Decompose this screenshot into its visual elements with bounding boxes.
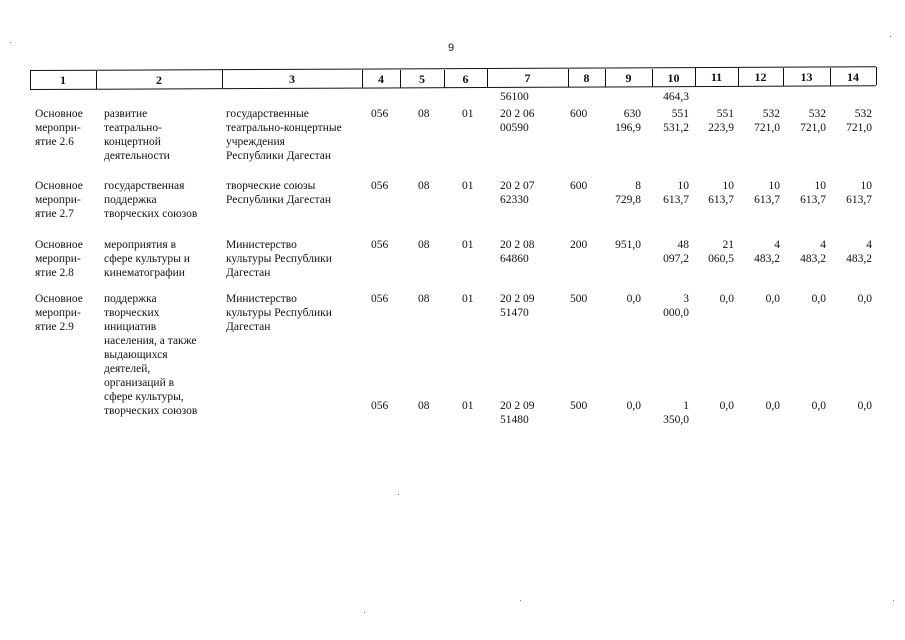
cell-c11: 10 613,7 bbox=[708, 180, 734, 206]
cell-c5: 08 bbox=[418, 108, 430, 120]
cell-c6: 01 bbox=[462, 400, 474, 412]
header-col-14: 14 bbox=[847, 69, 859, 84]
cell-c3: Министерство культуры Республики Дагестан bbox=[226, 293, 332, 333]
header-col-13: 13 bbox=[800, 69, 813, 84]
cell-c4: 056 bbox=[371, 239, 389, 251]
cell-c2: поддержка творческих инициатив населения, а также выдающихся деятелей, организаций в сфере культуры, творческих союзов bbox=[104, 293, 198, 417]
cell-c10: 1 350,0 bbox=[663, 400, 689, 426]
cell-c11: 0,0 bbox=[719, 400, 734, 412]
cell-c5: 08 bbox=[418, 239, 430, 251]
cell-c9: 0,0 bbox=[626, 400, 641, 412]
cell-c12: 10 613,7 bbox=[754, 180, 780, 206]
carryover-col10: 464,3 bbox=[663, 91, 689, 103]
cell-c4: 056 bbox=[371, 180, 389, 192]
cell-c8: 500 bbox=[570, 400, 588, 412]
cell-c13: 0,0 bbox=[811, 293, 826, 305]
cell-c13: 532 721,0 bbox=[800, 108, 826, 134]
cell-c6: 01 bbox=[462, 239, 474, 251]
header-col-5: 5 bbox=[419, 71, 425, 86]
header-col-8: 8 bbox=[583, 71, 590, 86]
cell-c2: развитие театрально- концертной деятельности bbox=[104, 108, 170, 162]
cell-c8: 200 bbox=[570, 239, 588, 251]
cell-c7: 20 2 07 62330 bbox=[500, 180, 535, 206]
cell-c13: 0,0 bbox=[811, 400, 826, 412]
cell-c8: 500 bbox=[570, 293, 588, 305]
header-col-1: 1 bbox=[60, 73, 66, 87]
cell-c4: 056 bbox=[371, 293, 389, 305]
header-col-9: 9 bbox=[625, 70, 632, 85]
cell-c10: 10 613,7 bbox=[663, 180, 689, 206]
page-number: 9 bbox=[448, 42, 455, 54]
cell-c14: 0,0 bbox=[857, 400, 872, 412]
header-col-10: 10 bbox=[667, 70, 680, 85]
cell-c5: 08 bbox=[418, 293, 430, 305]
cell-c10: 551 531,2 bbox=[663, 108, 689, 134]
cell-c10: 48 097,2 bbox=[663, 239, 689, 265]
scan-speck bbox=[520, 600, 521, 601]
cell-c12: 0,0 bbox=[765, 400, 780, 412]
cell-c7: 20 2 08 64860 bbox=[500, 239, 535, 265]
cell-c14: 0,0 bbox=[857, 293, 872, 305]
scan-speck bbox=[890, 36, 891, 37]
cell-c7: 20 2 09 51470 bbox=[500, 293, 535, 319]
header-col-2: 2 bbox=[156, 72, 162, 87]
cell-c11: 21 060,5 bbox=[708, 239, 734, 265]
cell-c1: Основное меропри- ятие 2.9 bbox=[35, 293, 83, 333]
cell-c3: Министерство культуры Республики Дагестан bbox=[226, 239, 332, 279]
carryover-col7: 56100 bbox=[500, 91, 529, 103]
cell-c14: 532 721,0 bbox=[846, 108, 872, 134]
cell-c1: Основное меропри- ятие 2.8 bbox=[35, 239, 83, 279]
scan-speck bbox=[893, 600, 894, 601]
cell-c9: 951,0 bbox=[615, 239, 641, 251]
scan-speck bbox=[364, 612, 365, 613]
cell-c2: мероприятия в сфере культуры и кинематографии bbox=[104, 239, 190, 279]
cell-c7: 20 2 06 00590 bbox=[500, 108, 535, 134]
header-col-12: 12 bbox=[754, 70, 767, 85]
cell-c9: 0,0 bbox=[626, 293, 641, 305]
header-divider bbox=[876, 67, 877, 85]
header-col-7: 7 bbox=[524, 71, 531, 86]
header-col-11: 11 bbox=[710, 70, 723, 85]
cell-c8: 600 bbox=[570, 180, 588, 192]
header-col-4: 4 bbox=[378, 72, 384, 87]
header-col-6: 6 bbox=[462, 71, 469, 86]
header-col-3: 3 bbox=[289, 72, 295, 87]
cell-c11: 0,0 bbox=[719, 293, 734, 305]
cell-c4: 056 bbox=[371, 400, 389, 412]
cell-c4: 056 bbox=[371, 108, 389, 120]
scan-speck bbox=[10, 42, 11, 43]
cell-c8: 600 bbox=[570, 108, 588, 120]
cell-c2: государственная поддержка творческих союзов bbox=[104, 180, 198, 220]
cell-c10: 3 000,0 bbox=[663, 293, 689, 319]
cell-c3: государственные театрально-концертные учреждения Республики Дагестан bbox=[226, 108, 342, 162]
cell-c14: 4 483,2 bbox=[846, 239, 872, 265]
cell-c6: 01 bbox=[462, 293, 474, 305]
cell-c12: 532 721,0 bbox=[754, 108, 780, 134]
cell-c6: 01 bbox=[462, 180, 474, 192]
cell-c12: 0,0 bbox=[765, 293, 780, 305]
cell-c13: 4 483,2 bbox=[800, 239, 826, 265]
cell-c11: 551 223,9 bbox=[708, 108, 734, 134]
cell-c6: 01 bbox=[462, 108, 474, 120]
cell-c9: 8 729,8 bbox=[615, 180, 641, 206]
cell-c7: 20 2 09 51480 bbox=[500, 400, 535, 426]
cell-c5: 08 bbox=[418, 400, 430, 412]
cell-c14: 10 613,7 bbox=[846, 180, 872, 206]
cell-c1: Основное меропри- ятие 2.7 bbox=[35, 180, 83, 220]
cell-c12: 4 483,2 bbox=[754, 239, 780, 265]
cell-c5: 08 bbox=[418, 180, 430, 192]
cell-c9: 630 196,9 bbox=[615, 108, 641, 134]
cell-c13: 10 613,7 bbox=[800, 180, 826, 206]
cell-c1: Основное меропри- ятие 2.6 bbox=[35, 108, 83, 148]
cell-c3: творческие союзы Республики Дагестан bbox=[226, 180, 331, 206]
scan-speck bbox=[398, 494, 399, 495]
